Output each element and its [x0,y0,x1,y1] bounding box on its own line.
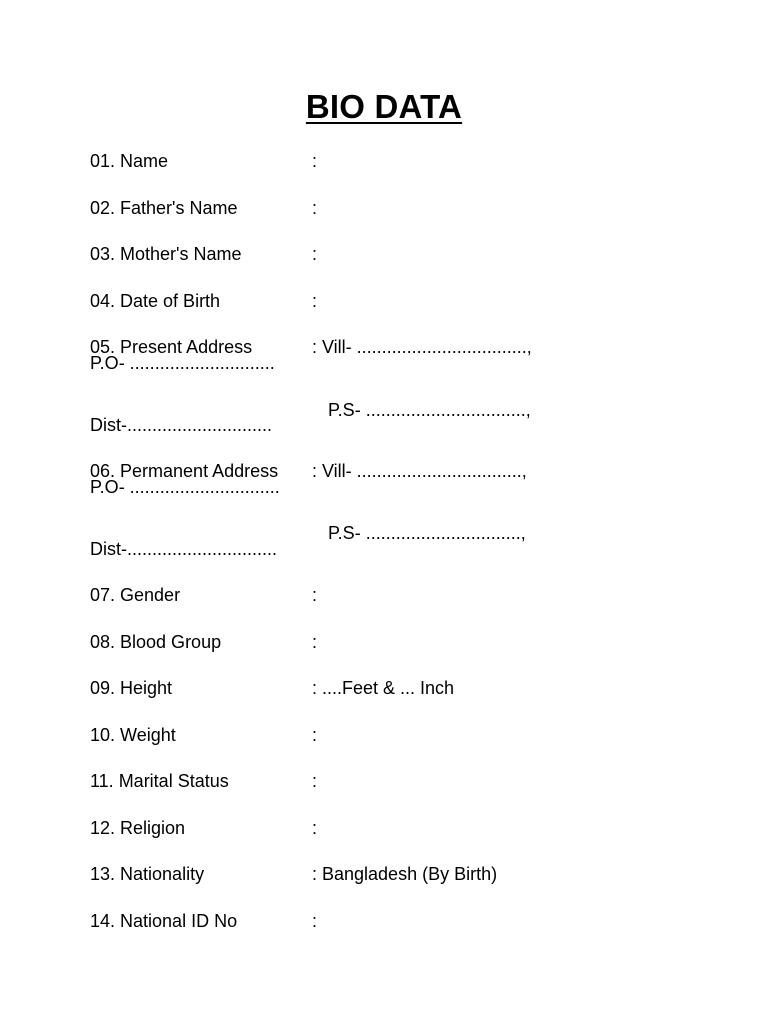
religion-value: : [312,818,318,838]
present-address-dist: Dist-............................. [90,415,273,435]
father-name-value: : [312,198,318,218]
religion-label: 12. Religion [90,818,186,838]
height-label: 09. Height [90,678,173,698]
mother-name-value: : [312,244,318,264]
permanent-address-label: 06. Permanent Address [90,461,279,481]
permanent-address-vill: : Vill- ................................., [312,461,527,481]
dob-label: 04. Date of Birth [90,291,221,311]
permanent-address-po: P.O- .............................. [90,477,280,497]
present-address-label: 05. Present Address [90,337,253,357]
dob-value: : [312,291,318,311]
blood-group-label: 08. Blood Group [90,632,222,652]
permanent-address-ps: P.S- ..............................., [328,523,526,543]
weight-value: : [312,725,318,745]
marital-status-label: 11. Marital Status [90,771,229,791]
permanent-address-dist: Dist-.............................. [90,539,278,559]
marital-status-value: : [312,771,318,791]
father-name-label: 02. Father's Name [90,198,238,218]
weight-label: 10. Weight [90,725,176,745]
blood-group-value: : [312,632,318,652]
gender-label: 07. Gender [90,585,181,605]
page-title: BIO DATA [305,88,463,125]
nationality-label: 13. Nationality [90,864,205,884]
present-address-vill: : Vill- .................................., [312,337,532,357]
gender-value: : [312,585,318,605]
name-value: : [312,151,318,171]
height-value: : ....Feet & ... Inch [312,678,455,698]
national-id-label: 14. National ID No [90,911,238,931]
present-address-ps: P.S- ................................, [328,400,531,420]
nationality-value: : Bangladesh (By Birth) [312,864,498,884]
name-label: 01. Name [90,151,169,171]
present-address-po: P.O- ............................. [90,353,275,373]
national-id-value: : [312,911,318,931]
mother-name-label: 03. Mother's Name [90,244,242,264]
